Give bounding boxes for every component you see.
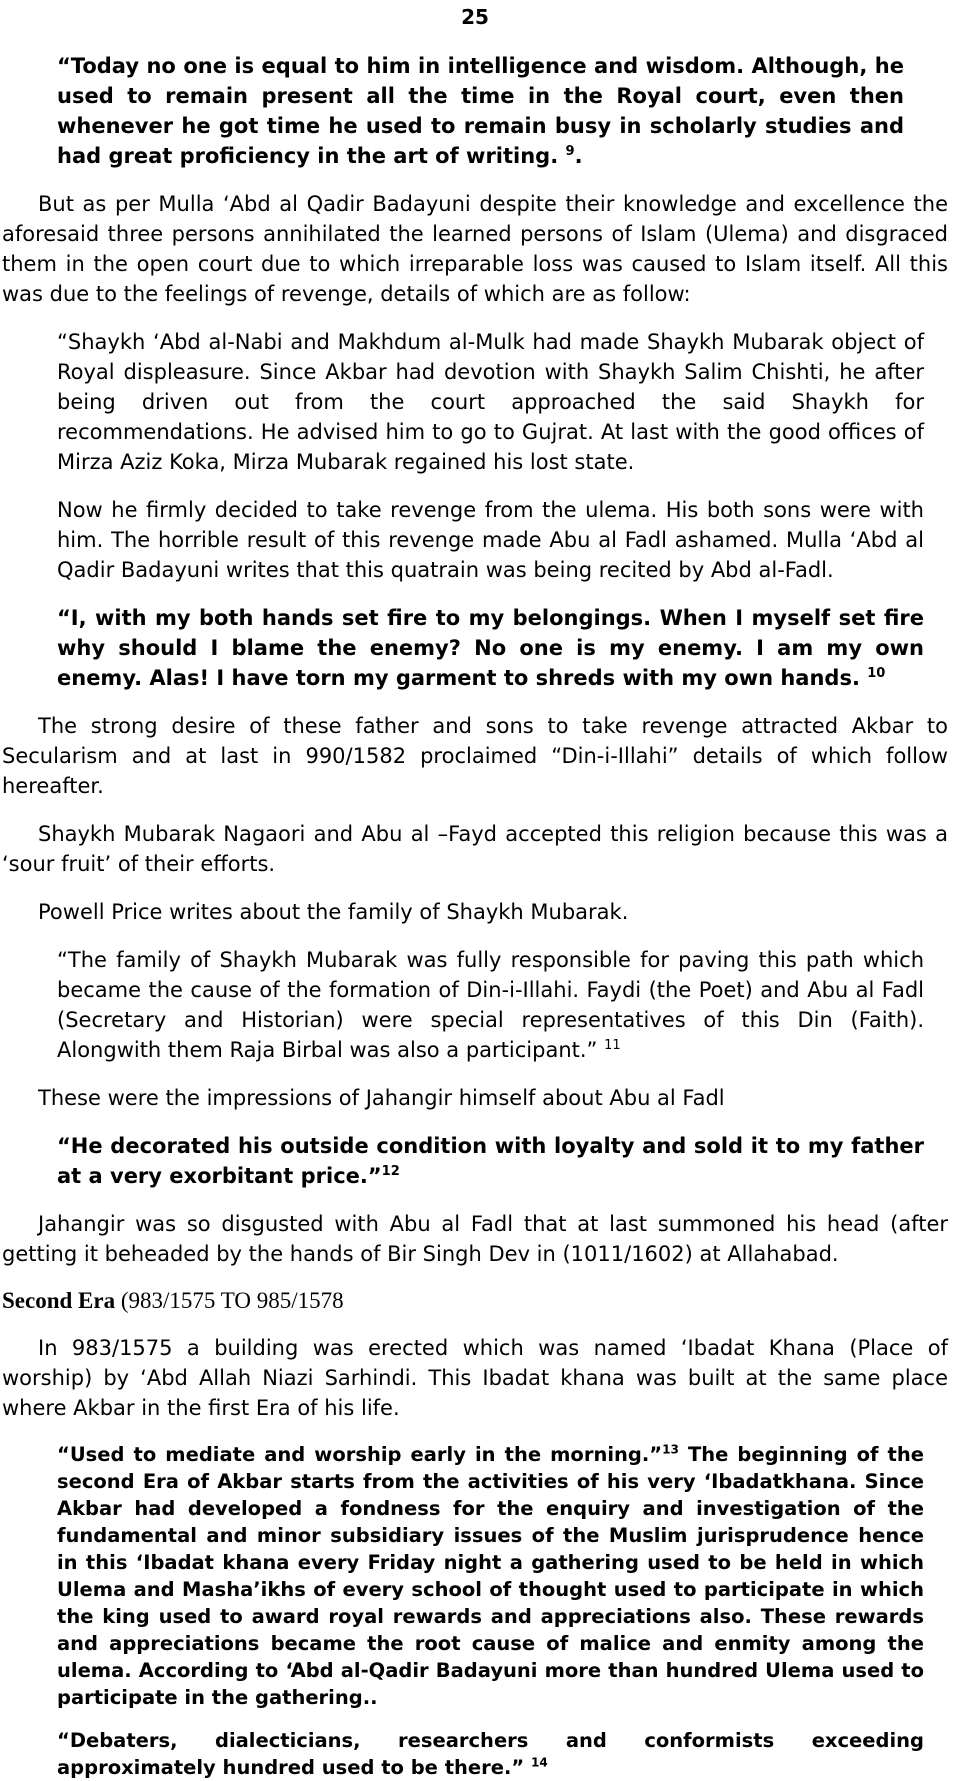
footnote-ref-9: 9 — [565, 144, 575, 159]
heading-bold-text: Second Era — [2, 1288, 116, 1313]
quote-used-to-mediate — [57, 1441, 924, 1711]
quote-revenge-decision: Now he firmly decided to take revenge from the ulema. His both sons were with him. The horrible result of this revenge made Abu al Fadl ashamed. Mulla ‘Abd al Qadir Badayuni writes that this quatrain was being recited by Abd al-Fadl. — [57, 498, 924, 582]
footnote-ref-11: 11 — [604, 1038, 621, 1053]
para-ibadat-khana: In 983/1575 a building was erected which was named ‘Ibadat Khana (Place of worship) by ‘Abd Allah Niazi Sarhindi. This Ibadat khana was built at the same place where Akbar in the first Era of his life. — [2, 1336, 948, 1420]
quote-tail: The beginning of the second Era of Akbar starts from the activities of his very ‘Ibadatkhana. Since Akbar had developed a fondness for the enquiry and investigation of the fundamental and minor subsidiary issues of the Muslim jurisprudence hence in this ‘Ibadat khana every Friday night a gathering used to be held in which Ulema and Masha’ikhs of every school of thought used to participate in which the king used to award royal rewards and appreciations also. These rewards and appreciations became the root cause of malice and enmity among the ulema. According to ‘Abd al-Qadir Badayuni more than hundred Ulema used to participate in the gathering.. — [57, 1443, 924, 1709]
para-jahangir-impressions: These were the impressions of Jahangir himself about Abu al Fadl — [38, 1086, 725, 1110]
footnote-ref-14: 14 — [530, 1755, 548, 1770]
para-strong-desire: The strong desire of these father and sons to take revenge attracted Akbar to Secularism and at last in 990/1582 proclaimed “Din-i-Illahi” details of which follow hereafter. — [2, 714, 948, 798]
para-powell-price: Powell Price writes about the family of Shaykh Mubarak. — [38, 900, 629, 924]
section-heading-second-era — [2, 1287, 948, 1315]
footnote-ref-13: 13 — [662, 1442, 679, 1457]
quote-text: “Debaters, dialecticians, researchers and conformists exceeding approximately hundred used to be there.” — [57, 1729, 924, 1779]
quote-text: “He decorated his outside condition with loyalty and sold it to my father at a very exorbitant price.” — [57, 1134, 924, 1188]
quote-tail: . — [574, 144, 583, 168]
quote-text: “Used to mediate and worship early in the morning.” — [57, 1443, 663, 1466]
quote-decorated-loyalty — [57, 1131, 924, 1191]
para-shaykh-mubarak-nagaori: Shaykh Mubarak Nagaori and Abu al –Fayd accepted this religion because this was a ‘sour fruit’ of their efforts. — [2, 822, 948, 876]
quote-shaykh-abd-alnabi: “Shaykh ‘Abd al-Nabi and Makhdum al-Mulk had made Shaykh Mubarak object of Royal displeasure. Since Akbar had devotion with Shaykh Salim Chishti, he after being driven out from the court approached the said Shaykh for recommendations. He advised him to go to Gujrat. At last with the good offices of Mirza Aziz Koka, Mirza Mubarak regained his lost state. — [57, 330, 924, 474]
heading-date-range: (983/1575 TO 985/1578 — [115, 1288, 344, 1313]
quote-intelligence-wisdom — [57, 51, 904, 171]
quote-debaters — [57, 1727, 924, 1781]
quote-text: “The family of Shaykh Mubarak was fully responsible for paving this path which became the cause of the formation of Din-i-Illahi. Faydi (the Poet) and Abu al Fadl (Secretary and Historian) were special representatives of this Din (Faith). Alongwith them Raja Birbal was also a participant.” — [57, 948, 924, 1062]
para-jahangir-disgusted: Jahangir was so disgusted with Abu al Fadl that at last summoned his head (after getting it beheaded by the hands of Bir Singh Dev in (1011/1602) at Allahabad. — [2, 1212, 948, 1266]
quote-text: “I, with my both hands set fire to my belongings. When I myself set fire why should I blame the enemy? No one is my enemy. I am my own enemy. Alas! I have torn my garment to shreds with my own hands. — [57, 606, 924, 690]
quote-text: “Today no one is equal to him in intelligence and wisdom. Although, he used to remain present all the time in the Royal court, even then whenever he got time he used to remain busy in scholarly studies and had great proficiency in the art of writing. — [57, 54, 904, 168]
quote-set-fire — [57, 603, 924, 693]
quote-family-of-shaykh — [57, 945, 924, 1065]
page-number: 25 — [461, 5, 489, 29]
footnote-ref-10: 10 — [867, 666, 886, 681]
footnote-ref-12: 12 — [381, 1164, 400, 1179]
para-badayuni-revenge: But as per Mulla ‘Abd al Qadir Badayuni despite their knowledge and excellence the aforesaid three persons annihilated the learned persons of Islam (Ulema) and disgraced them in the open court due to which irreparable loss was caused to Islam itself. All this was due to the feelings of revenge, details of which are as follow: — [2, 192, 948, 306]
